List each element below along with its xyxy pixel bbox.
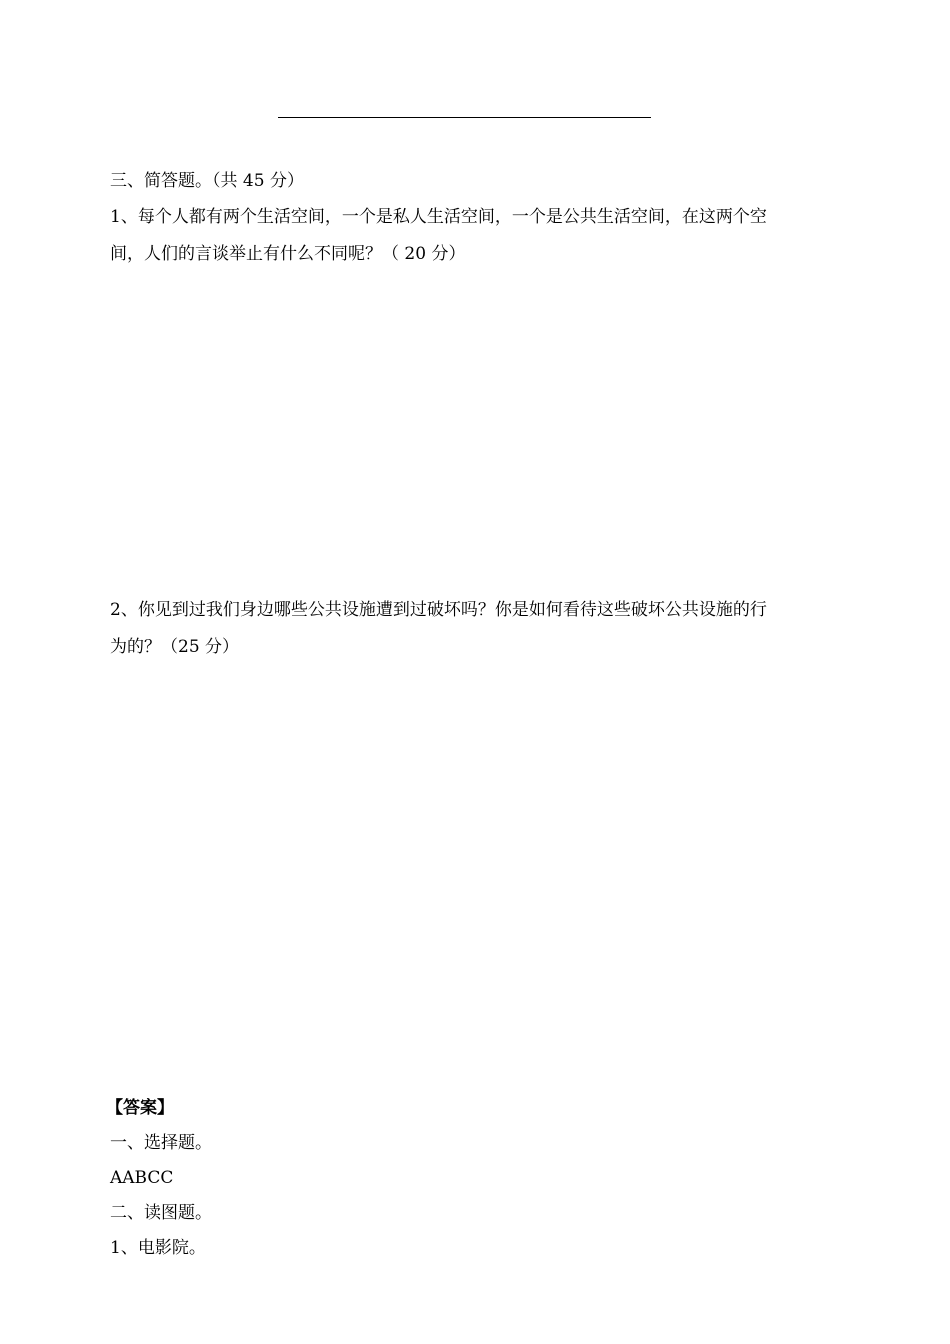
question-2-line-1: 2、你见到过我们身边哪些公共设施遭到过破坏吗？你是如何看待这些破坏公共设施的行 (110, 600, 767, 620)
answer-blank-line (278, 117, 651, 118)
section-heading: 三、简答题。（共 45 分） (110, 171, 304, 191)
question-1-line-2: 间，人们的言谈举止有什么不同呢？（ 20 分） (110, 244, 466, 264)
answers-part1-answer: AABCC (110, 1168, 174, 1188)
question-2-line-2: 为的？（25 分） (110, 637, 240, 657)
question-1-line-1: 1、每个人都有两个生活空间，一个是私人生活空间，一个是公共生活空间，在这两个空 (110, 207, 767, 227)
answers-part2-heading: 二、读图题。 (110, 1203, 212, 1223)
answers-part2-item-1: 1、电影院。 (110, 1238, 206, 1258)
answers-part1-heading: 一、选择题。 (110, 1133, 212, 1153)
answers-title: 【答案】 (106, 1098, 174, 1118)
